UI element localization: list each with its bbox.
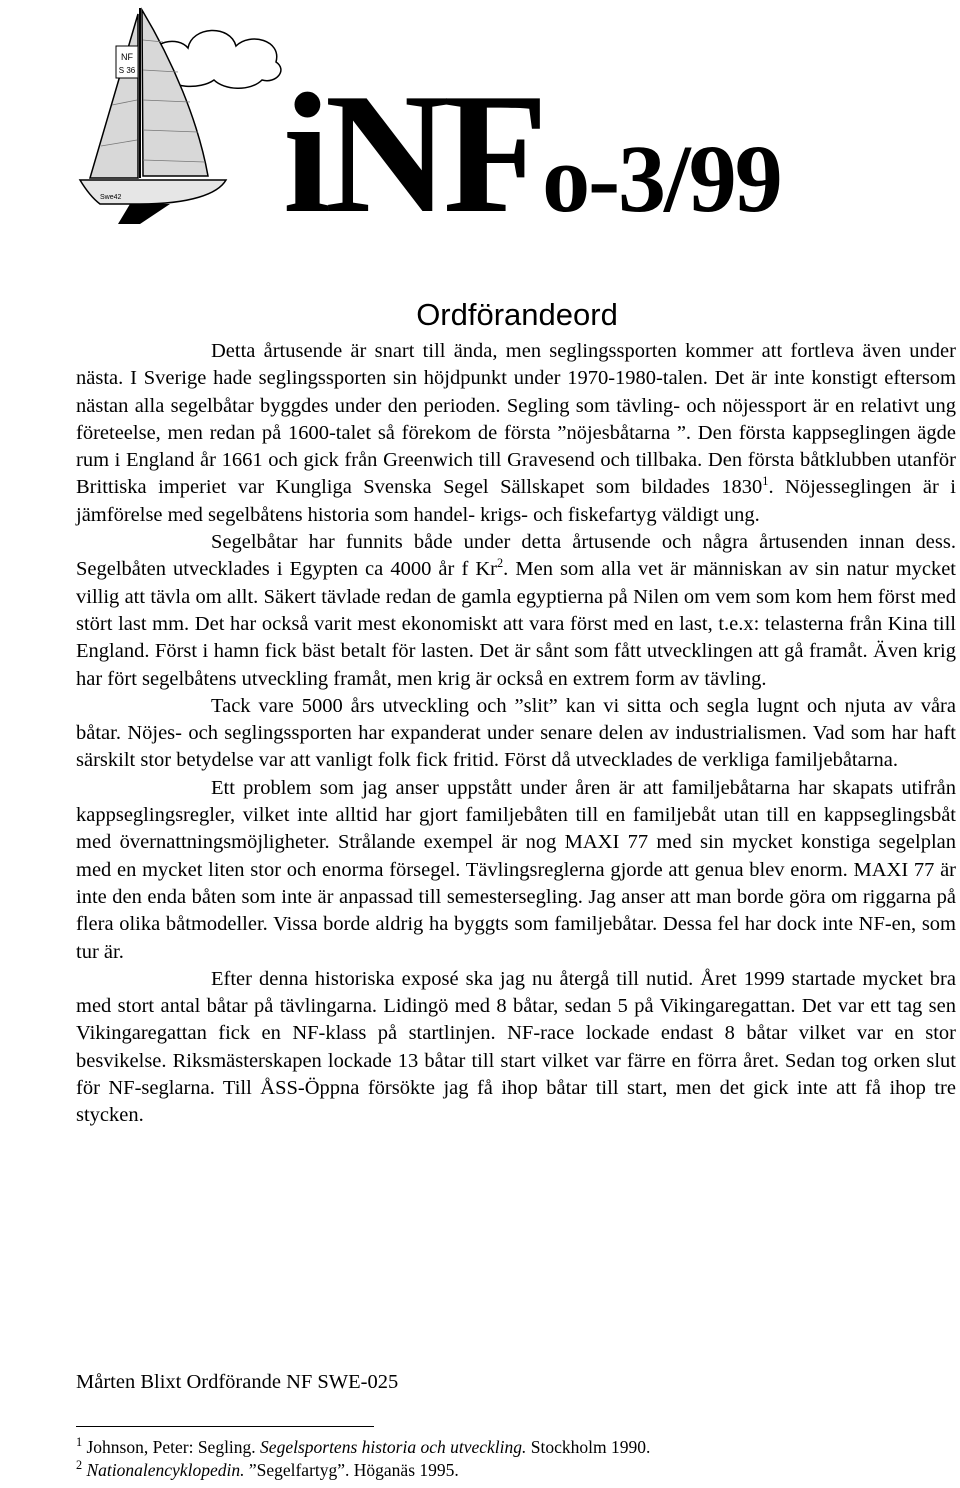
masthead-issue: 3/99 [618, 125, 781, 232]
paragraph-2: Segelbåtar har funnits både under detta årtusende och några årtusenden innan dess. Segelbåten utvecklades i Egypten ca 4000 år f Kr$^2$. Men som alla vet är människan av sin natur mycket villig att tävla om allt. Säkert tävlade redan de gamla egyptierna på Nilen om vem som kom hem först med stört last mm. Det har också varit mest ekonomiskt att vara först med en last, t.e.x: telasterna från Kina till England. Först i hamn fick bäst betalt för lasten. Det är sånt som fått utvecklingen att gå framåt. Även krig har fört segelbåtens utveckling framåt, men krig är också en extrem form av tävling. [76, 531, 957, 690]
paragraph-3: Tack vare 5000 års utveckling och ”slit” kan vi sitta och segla lugnt och njuta av våra båtar. Nöjes- och seglingssporten har expanderat under senare delen av industrialismen. Vad som har haft särskilt stor betydelse var att vanligt folk fick fritid. Först då utvecklades de verkliga familjebåtarna. [76, 694, 956, 772]
jib-sail [90, 14, 138, 178]
footnote-1: $^1$ Johnson, Peter: Segling. Segelsportens historia och utveckling. Stockholm 1990. [76, 1435, 651, 1457]
footnote-divider [76, 1426, 374, 1427]
footnote-2: $^2$ Nationalencyklopedin. ”Segelfartyg”. Höganäs 1995. [76, 1458, 459, 1480]
article-body [76, 338, 956, 1130]
hull-text: Swe42 [100, 194, 122, 201]
footnotes [76, 1436, 650, 1482]
masthead-part2: o- [542, 125, 619, 232]
signature: Mårten Blixt Ordförande NF SWE-025 [76, 1371, 399, 1393]
paragraph-4: Ett problem som jag anser uppstått under åren är att familjebåtarna har skapats utifrån kappseglingsregler, vilket inte alltid har gjort familjebåten till en familjebåt utan till en kappseglingsbåt med övernattningsmöjligheter. Strålande exempel är nog MAXI 77 med sin mycket konstiga segelplan med en mycket liten stor och enorma försegel. Tävlingsreglerna gjorde att genua blev enorm. MAXI 77 är inte den enda båten som inte är anpassad till semestersegling. Jag anser att man borde göra om riggarna på flera olika båtmodeller. Vissa borde aldrig ha byggts som familjebåtar. Dessa fel har dock inte NF-en, som tur är. [76, 776, 956, 963]
paragraph-1: Detta årtusende är snart till ända, men seglingssporten kommer att fortleva även under nästa. I Sverige hade seglingssporten sin höjdpunkt under 1970-1980-talen. Det är inte konstigt eftersom nästan alla segelbåtar byggdes under den perioden. Segling som tävling- och nöjessport är en relativt ung företeelse, men redan på 1600-talet så förekom de första ”nöjesbåtarna ”. Den första kappseglingen ägde rum i England år 1661 och gick från Greenwich till Gravesend och tillbaka. Den första båtklubben utanför Brittiska imperiet var Kungliga Svenska Segel Sällskapet som bildades 1830$^1$. Nöjesseglingen är i jämförelse med segelbåtens historia som handel- krigs- och fiskefartyg väldigt ung. [76, 340, 956, 526]
masthead [283, 59, 781, 268]
paragraph-5: Efter denna historiska exposé ska jag nu återgå till nutid. Året 1999 startade mycket bra med stort antal båtar på tävlingarna. Lidingö med 8 båtar, sedan 5 på Vikingaregattan. Det var ett tag sen Vikingaregattan fick en NF-klass på startlinjen. NF-race lockade endast 8 båtar vilket var en stor besvikelse. Riksmästerskapen lockade 13 båtar till start vilket var färre en förra året. Sedan tog orken slut för NF-seglarna. Till ÅSS-Öppna försökte jag få ihop båtar till start, men det gick inte att få ihop tre stycken. [76, 967, 956, 1127]
sailboat-logo [0, 0, 290, 230]
page-title: Ordförandeord [416, 297, 618, 332]
footnote-ref-1: 1 [762, 474, 769, 489]
sail-text-nf: NF [121, 52, 133, 62]
masthead-part1: iNF [283, 59, 543, 249]
sail-text-number: S 36 [118, 66, 136, 75]
footnote-ref-2: 2 [497, 556, 504, 571]
